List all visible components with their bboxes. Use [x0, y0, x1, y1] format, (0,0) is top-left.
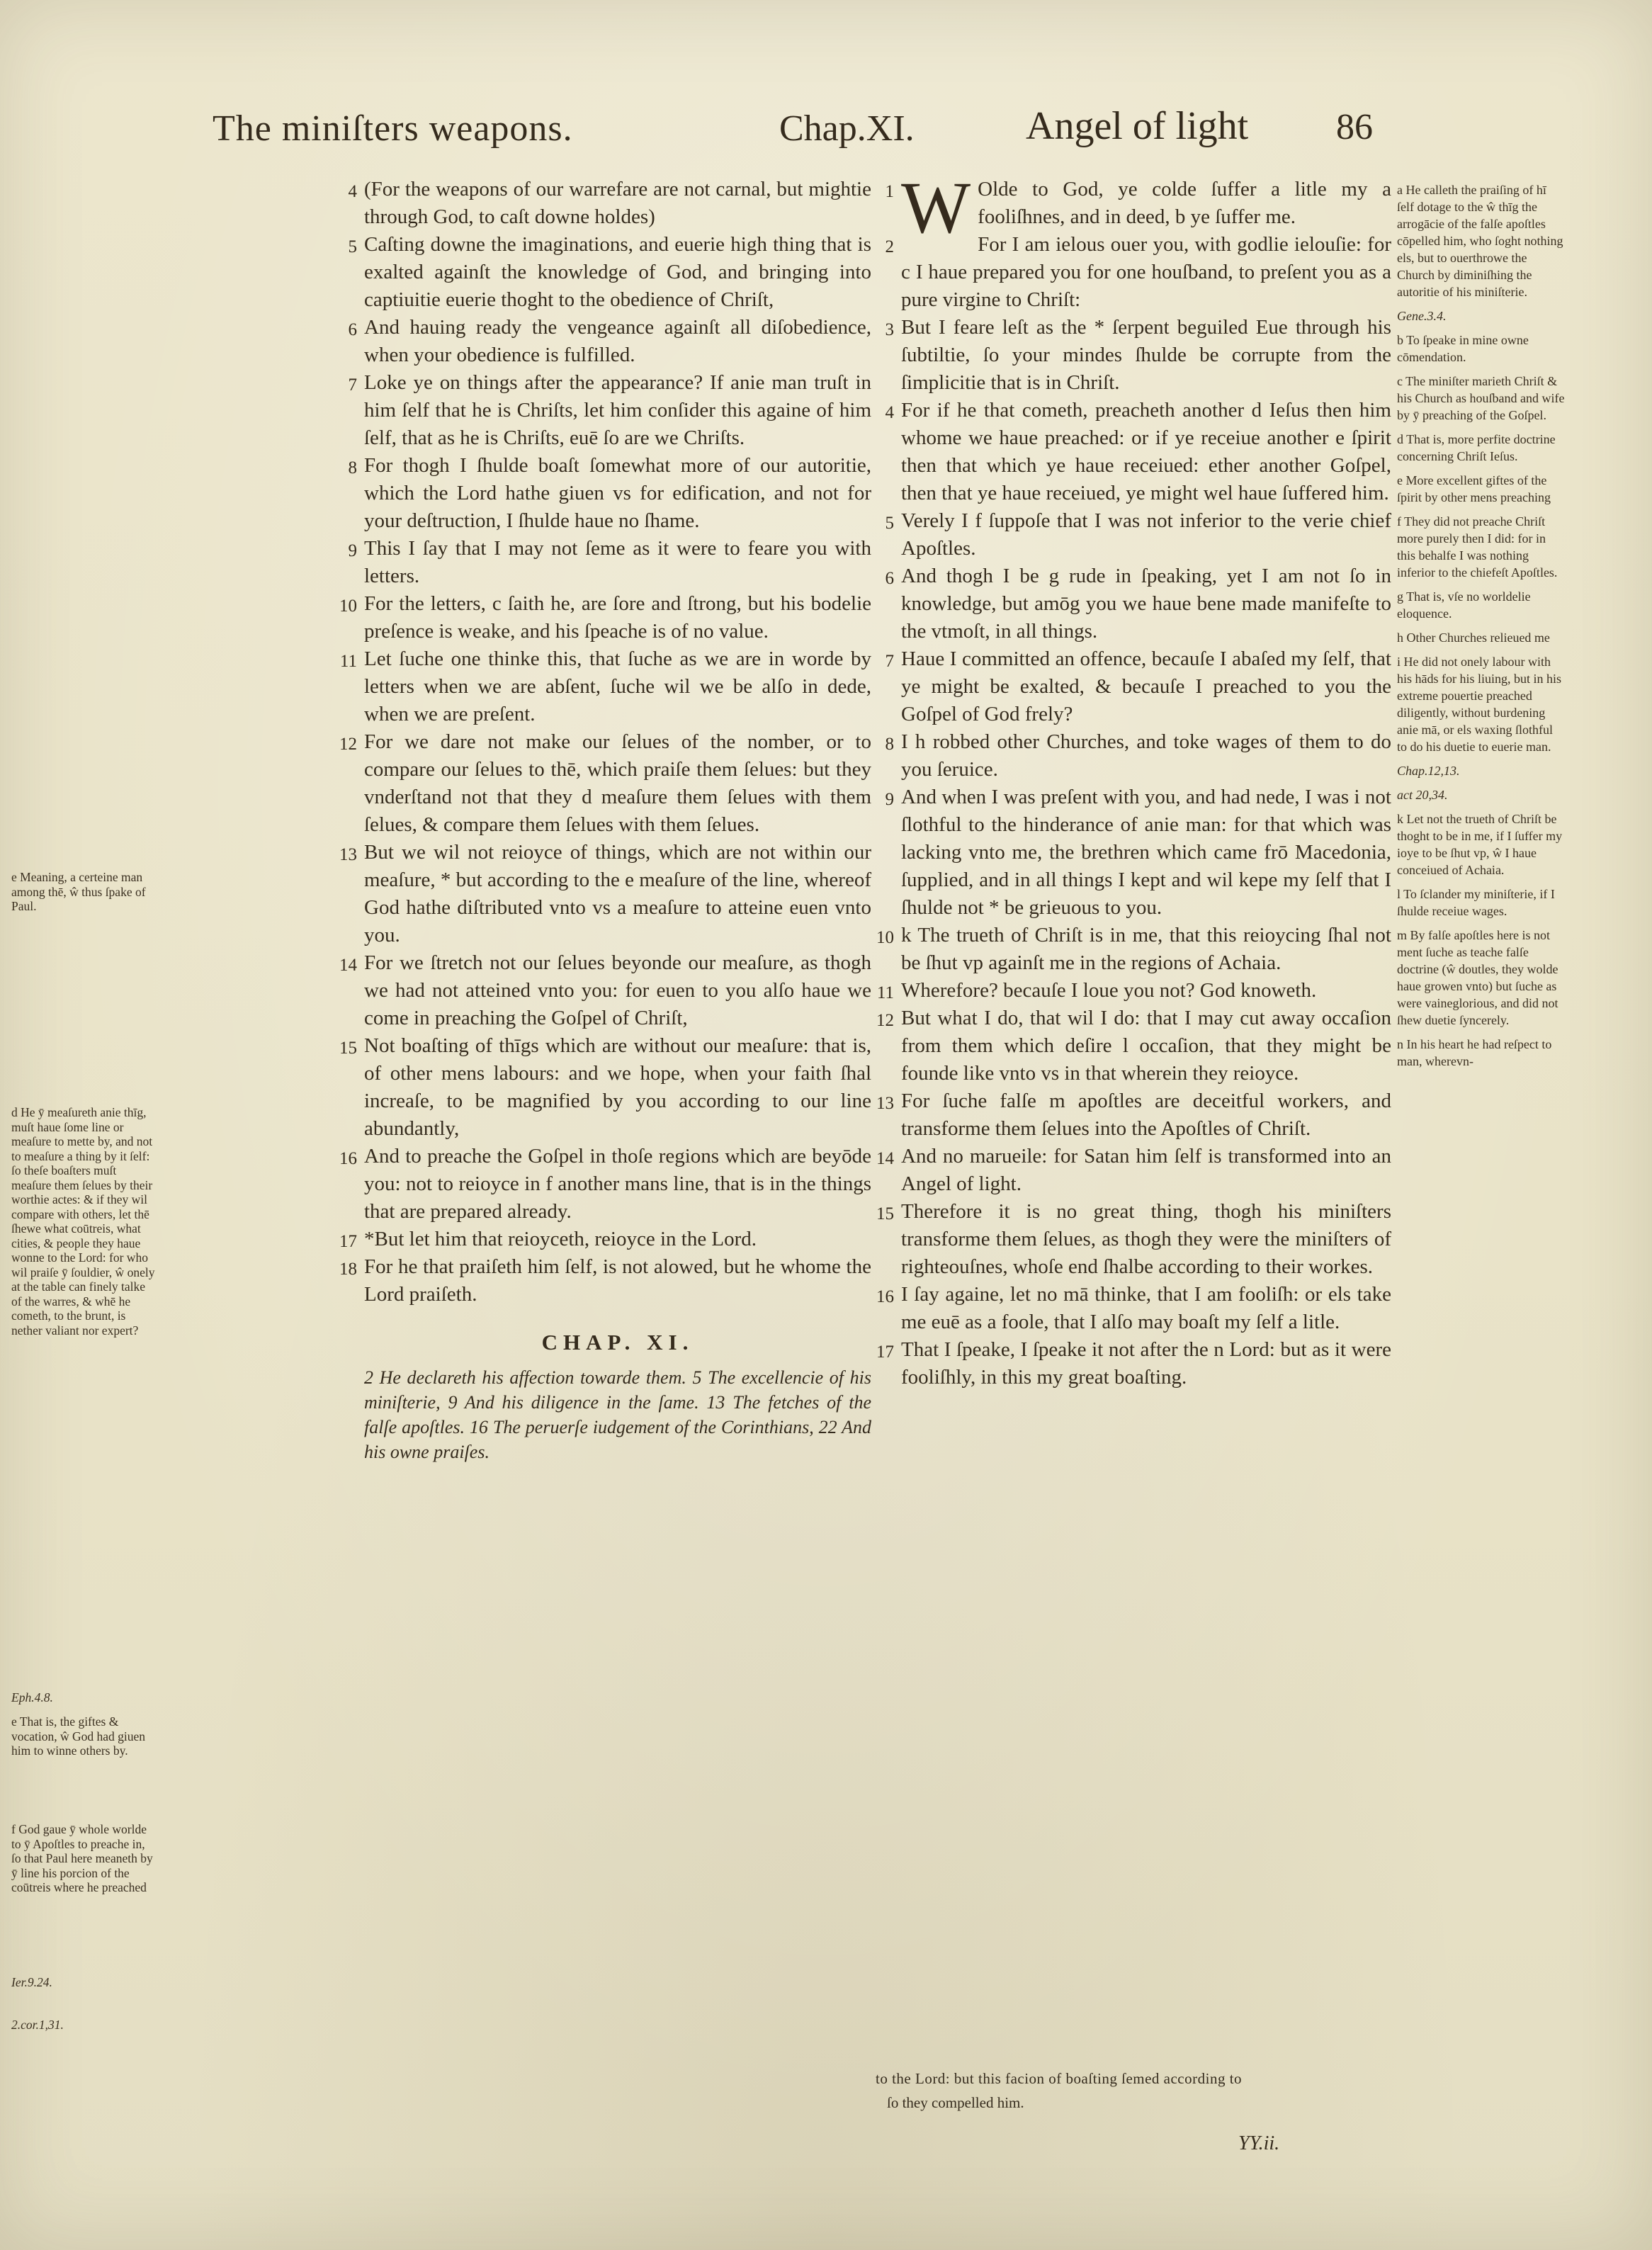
- verse-number: 8: [348, 458, 357, 477]
- verse: [885, 562, 1391, 645]
- verse-number: 6: [348, 320, 357, 339]
- verse: [876, 1005, 1391, 1087]
- verse-number: 14: [339, 956, 357, 975]
- verse-text: This I ſay that I may not ſeme as it were to feare you with letters.: [364, 537, 871, 587]
- verse-number: 8: [885, 735, 894, 754]
- verse: [339, 1226, 871, 1253]
- margin-note: i He did not onely labour with his hāds for his liuing, but in his extreme pouertie preached diligently, without burdening anie mā, or els waxing ſlothful to do his duetie to euerie man.: [1397, 655, 1562, 754]
- verse-number: 4: [348, 182, 357, 201]
- margin-note: b To ſpeake in mine owne cōmendation.: [1397, 333, 1529, 364]
- verse: [348, 452, 871, 535]
- margin-reference: Gene.3.4.: [1397, 309, 1447, 323]
- verse-text: I ſay againe, let no mā thinke, that I am fooliſh: or els take me euē as a foole, that I alſo may boaſt my ſelf a litle.: [901, 1283, 1391, 1333]
- verse-text: *But let him that reioyceth, reioyce in the Lord.: [364, 1228, 757, 1250]
- margin-note: h Other Churches relieued me: [1397, 631, 1550, 645]
- verse-text: But we wil not reioyce of things, which are not within our meaſure, * but according to the e meaſure of the line, whereof God hathe diſtributed vnto vs a meaſure to atteine euen vnto you.: [364, 841, 871, 946]
- verse-text: And to preache the Goſpel in thoſe regions which are beyōde you: not to reioyce in f another mans line, that is in the things that are prepared already.: [364, 1145, 871, 1223]
- chapter-heading: CHAP. XI.: [541, 1330, 694, 1355]
- verse: [885, 314, 1391, 397]
- verse-text: But I feare leſt as the * ſerpent beguiled Eue through his ſubtiltie, ſo your mindes ſhulde be corrupte from the ſimplicitie that is in Chriſt.: [901, 316, 1391, 394]
- verse: [885, 784, 1391, 922]
- verse-number: 4: [885, 403, 894, 422]
- verse: [876, 1281, 1391, 1336]
- margin-note: a He calleth the praiſing of hī ſelf dotage to the ŵ thīg the arrogācie of the falſe apoſtles cōpelled him, who ſoght nothing els, but to ouerthrowe the Church by diminiſhing the autoritie of his miniſterie.: [1397, 183, 1563, 299]
- verse: [348, 535, 871, 590]
- verse-text: And no marueile: for Satan him ſelf is transformed into an Angel of light.: [901, 1145, 1391, 1195]
- verse: [339, 949, 871, 1032]
- verse-number: 10: [876, 928, 894, 947]
- verse-text: Not boaſting of thīgs which are without our meaſure: that is, of other mens labours: and we hope, when your faith ſhal increaſe, to be magnified by you according to our line abundantly,: [364, 1034, 871, 1140]
- running-head-left: The miniſters weapons.: [213, 108, 573, 149]
- margin-reference: Chap.12,13.: [1397, 764, 1460, 778]
- margin-reference: Ier.9.24.: [11, 1975, 52, 1989]
- margin-note: f They did not preache Chriſt more purely then I did: for in this behalfe I was nothing inferior to the chiefeſt Apoſtles.: [1397, 514, 1558, 580]
- verse-number: 9: [348, 541, 357, 560]
- verse-text: Loke ye on things after the appearance? If anie man truſt in him ſelf that he is Chriſts, let him conſider this againe of him ſelf, that as he is Chriſts, euē ſo are we Chriſts.: [364, 371, 871, 449]
- verse-number: 13: [339, 845, 357, 864]
- verse-text: For we ſtretch not our ſelues beyonde our meaſure, as thogh we had not atteined vnto you: for euen to you alſo haue we come in preaching the Goſpel of Chriſt,: [364, 951, 871, 1029]
- verse: [876, 1336, 1391, 1391]
- verse-text: Caſting downe the imaginations, and euerie high thing that is exalted againſt the knowledge of God, and bringing into captiuitie euerie thoght to the obedience of Chriſt,: [364, 233, 871, 311]
- margin-reference: Eph.4.8.: [11, 1690, 53, 1705]
- verse-number: 14: [876, 1149, 894, 1168]
- verse-text: Wherefore? becauſe I loue you not? God knoweth.: [901, 979, 1317, 1002]
- verse-text: For thogh I ſhulde boaſt ſomewhat more of our autoritie, which the Lord hathe giuen vs for edification, and not for your deſtruction, I ſhulde haue no ſhame.: [364, 454, 871, 532]
- verse: [885, 167, 1391, 249]
- margin-note: n In his heart he had reſpect to man, wherevn-: [1397, 1037, 1552, 1068]
- verse-number: 7: [885, 652, 894, 671]
- running-head-right: Angel of light: [1026, 104, 1249, 148]
- chapter-head: Chap.XI.: [779, 108, 915, 149]
- verse-number: 17: [339, 1232, 357, 1251]
- verse-number: 17: [876, 1342, 894, 1362]
- verse: [876, 1143, 1391, 1198]
- verse: [885, 397, 1391, 507]
- quire-signature: YY.ii.: [1238, 2132, 1280, 2154]
- verse: [348, 369, 871, 452]
- verse: [339, 728, 871, 839]
- verse-text: And thogh I be g rude in ſpeaking, yet I am not ſo in knowledge, but amōg you we haue bene made manifeſte to the vtmoſt, in all things.: [901, 565, 1391, 643]
- margin-reference: 2.cor.1,31.: [11, 2018, 64, 2032]
- margin-note: c The miniſter marieth Chriſt & his Church as houſband and wife by ȳ preaching of the Goſpel.: [1397, 374, 1565, 422]
- verse-text: Therefore it is no great thing, thogh his miniſters transforme them ſelues, as thogh they were the miniſters of righteouſnes, whoſe end ſhalbe according to their workes.: [901, 1200, 1391, 1278]
- verse: [885, 231, 1391, 314]
- margin-note: g That is, vſe no worldelie eloquence.: [1397, 589, 1531, 621]
- verse-text: That I ſpeake, I ſpeake it not after the n Lord: but as it were fooliſhly, in this my great boaſting.: [901, 1338, 1391, 1389]
- verse-text: For the letters, c ſaith he, are ſore and ſtrong, but his bodelie preſence is weake, and his ſpeache is of no value.: [364, 592, 871, 643]
- margin-note: e Meaning, a certeine man among thē, ŵ thus ſpake of Paul.: [11, 870, 146, 913]
- verse: [339, 590, 871, 645]
- verse-text: And hauing ready the vengeance againſt all diſobedience, when your obedience is fulfilled.: [364, 316, 871, 366]
- verse: [876, 977, 1391, 1005]
- verse-number: 11: [876, 983, 894, 1002]
- verse-number: 10: [339, 597, 357, 616]
- right-text-column: [876, 167, 1391, 1391]
- verse-number: 5: [885, 514, 894, 533]
- verse-number: 1: [885, 182, 894, 201]
- verse-number: 12: [339, 735, 357, 754]
- verse: [876, 922, 1391, 977]
- verse-number: 3: [885, 320, 894, 339]
- left-verses: [339, 176, 871, 1308]
- verse-text: For if he that cometh, preacheth another d Ieſus then him whome we haue preached: or if ye receiue another e ſpirit then that which ye haue receiued: ether another Goſpel, then that ye haue receiued, ye might wel haue ſuffered him.: [901, 399, 1391, 504]
- verse: [885, 728, 1391, 784]
- verse: [885, 645, 1391, 728]
- verse-number: 15: [339, 1039, 357, 1058]
- catchword-line-1: to the Lord: but this facion of boaſting ſemed according to: [876, 2070, 1243, 2087]
- verse: [876, 1198, 1391, 1281]
- verse: [339, 645, 871, 728]
- right-verses: [876, 167, 1391, 1391]
- margin-note: m By falſe apoſtles here is not ment ſuche as teache falſe doctrine (ŵ doutles, they wolde haue growen vnto) but ſuche as were vaineglorious, and did not ſhew duetie ſyncerely.: [1397, 928, 1558, 1027]
- verse: [348, 314, 871, 369]
- verse-number: 11: [339, 652, 357, 671]
- verse-text: For ſuche falſe m apoſtles are deceitful workers, and transforme them ſelues into the Apoſtles of Chriſt.: [901, 1090, 1391, 1140]
- verse: [339, 1032, 871, 1143]
- verse-text: And when I was preſent with you, and had nede, I was i not ſlothful to the hinderance of anie man: for that which was lacking vnto me, the brethren which came frō Macedonia, ſupplied, and in all things I kept and wil kepe my ſelf that I ſhulde not * be grieuous to you.: [901, 786, 1391, 919]
- verse-number: 9: [885, 790, 894, 809]
- verse-number: 13: [876, 1094, 894, 1113]
- verse-number: 12: [876, 1011, 894, 1030]
- verse-text: W Olde to God, ye colde ſuffer a litle my a fooliſhnes, and in deed, b ye ſuffer me.: [901, 167, 1391, 249]
- drop-cap: W: [901, 167, 971, 249]
- verse: [876, 1087, 1391, 1143]
- verse-number: 18: [339, 1260, 357, 1279]
- verse: [339, 1143, 871, 1226]
- catchword-line-2: ſo they compelled him.: [887, 2094, 1024, 2111]
- verse-number: 2: [885, 237, 894, 256]
- page-number: 86: [1336, 107, 1373, 147]
- verse-text: Verely I f ſuppoſe that I was not inferior to the verie chief Apoſtles.: [901, 509, 1391, 560]
- verse: [339, 839, 871, 949]
- left-text-column: [339, 176, 871, 1464]
- verse: [339, 1253, 871, 1308]
- verse-number: 5: [348, 237, 357, 256]
- verse: [348, 231, 871, 314]
- chapter-argument: 2 He declareth his affection towarde them. 5 The excellencie of his miniſterie, 9 And his diligence in the ſame. 13 The fetches of the falſe apoſtles. 16 The peruerſe iudgement of the Corinthians, 22 And his owne praiſes.: [364, 1367, 871, 1462]
- verse-text: For I am ielous ouer you, with godlie ielouſie: for c I haue prepared you for one houſband, to preſent you as a pure virgine to Chriſt:: [901, 233, 1391, 311]
- verse: [885, 507, 1391, 562]
- verse-text: I h robbed other Churches, and toke wages of them to do you ſeruice.: [901, 730, 1391, 781]
- verse-number: 16: [876, 1287, 894, 1306]
- margin-note: d That is, more perfite doctrine concerning Chriſt Ieſus.: [1397, 432, 1556, 463]
- margin-note: e That is, the giftes & vocation, ŵ God had giuen him to winne others by.: [11, 1714, 146, 1758]
- right-margin-column: [1397, 181, 1566, 1077]
- verse-number: 15: [876, 1204, 894, 1223]
- verse-number: 16: [339, 1149, 357, 1168]
- verse-text: Haue I committed an offence, becauſe I abaſed my ſelf, that ye might be exalted, & becauſe I preached to you the Goſpel of God frely?: [901, 648, 1391, 725]
- margin-note: k Let not the trueth of Chriſt be thoght to be in me, if I ſuffer my ioye to be ſhut vp, ŵ I haue conceiued of Achaia.: [1397, 812, 1563, 877]
- margin-reference: act 20,34.: [1397, 788, 1448, 802]
- verse-text: k The trueth of Chriſt is in me, that this reioycing ſhal not be ſhut vp againſt me in the regions of Achaia.: [901, 924, 1391, 974]
- margin-note: f God gaue ȳ whole worlde to ȳ Apoſtles to preache in, ſo that Paul here meaneth by ȳ line his porcion of the coūtreis where he preached: [11, 1822, 153, 1894]
- margin-note: l To ſclander my miniſterie, if I ſhulde receiue wages.: [1397, 887, 1555, 918]
- verse-number: 7: [348, 375, 357, 395]
- margin-note: e More excellent giftes of the ſpirit by other mens preaching: [1397, 473, 1551, 504]
- verse-text: (For the weapons of our warrefare are not carnal, but mightie through God, to caſt downe holdes): [364, 178, 871, 228]
- verse: [348, 176, 871, 231]
- verse-text: Let ſuche one thinke this, that ſuche as we are in worde by letters when we are abſent, ſuche wil we be alſo in dede, when we are preſent.: [364, 648, 871, 725]
- verse-text: For he that praiſeth him ſelf, is not alowed, but he whome the Lord praiſeth.: [364, 1255, 871, 1306]
- verse-text: But what I do, that wil I do: that I may cut away occaſion from them which deſire l occaſion, that they might be founde like vnto vs in that wherein they reioyce.: [901, 1007, 1391, 1085]
- verse-text: For we dare not make our ſelues of the nomber, or to compare our ſelues to thē, which praiſe them ſelues: but they vnderſtand not that they d meaſure them ſelues with them ſelues, & compare them ſelues with them ſelues.: [364, 730, 871, 836]
- verse-number: 6: [885, 569, 894, 588]
- margin-note: d He ȳ meaſureth anie thīg, muſt haue ſome line or meaſure to mette by, and not to meaſure a thing by it ſelf: ſo theſe boaſters muſt meaſure them ſelues by their worthie actes: & if they wil compare with others, let thē ſhewe what coūtreis, what cities, & people they haue wonne to the Lord: for who wil praiſe ȳ ſouldier, ŵ onely at the table can finely talke of the warres, & whē he cometh, to the brunt, is nether valiant nor expert?: [11, 1105, 155, 1338]
